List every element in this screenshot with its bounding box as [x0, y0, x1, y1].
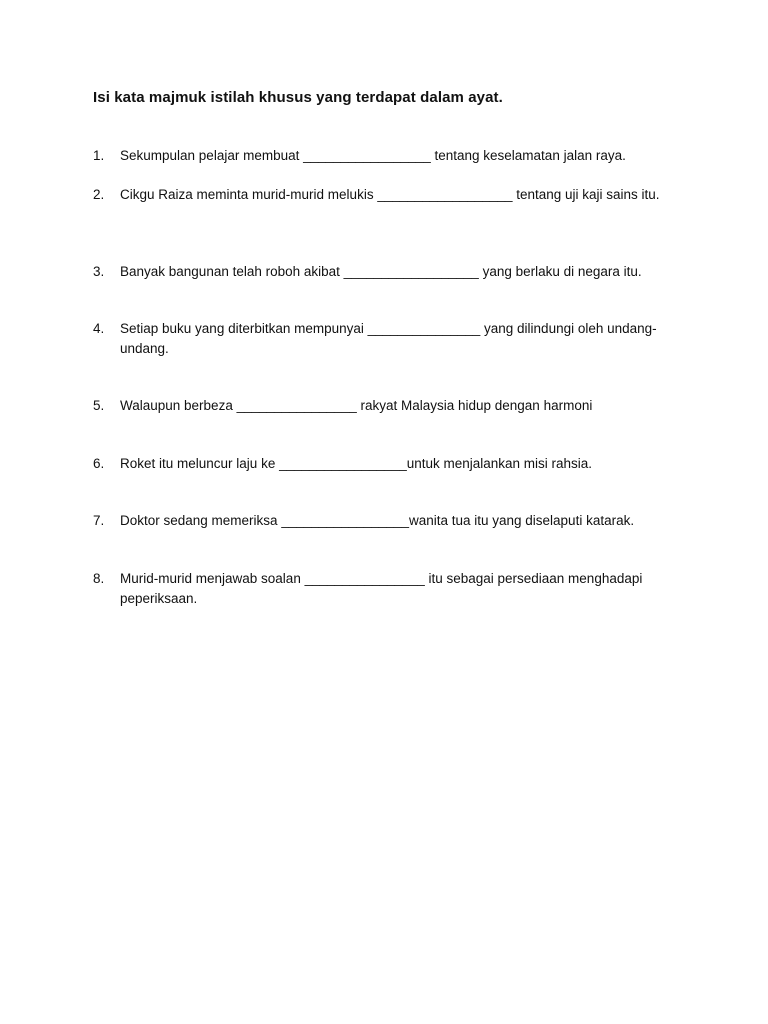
question-item-1: [93, 146, 673, 166]
question-number: 4.: [93, 321, 105, 336]
question-number: 5.: [93, 398, 105, 413]
question-number: 1.: [93, 148, 105, 163]
question-item-5: [93, 396, 673, 416]
question-text: Cikgu Raiza meminta murid-murid melukis __________________ tentang uji kaji sains itu.: [120, 187, 660, 202]
question-number: 7.: [93, 513, 105, 528]
question-item-8: [93, 569, 673, 609]
question-text: Sekumpulan pelajar membuat _________________ tentang keselamatan jalan raya.: [120, 148, 626, 163]
worksheet-title: Isi kata majmuk istilah khusus yang terdapat dalam ayat.: [93, 89, 503, 106]
question-text: Walaupun berbeza ________________ rakyat Malaysia hidup dengan harmoni: [120, 398, 593, 413]
question-item-4: [93, 319, 673, 359]
question-item-7: [93, 511, 673, 531]
question-text: Murid-murid menjawab soalan ________________ itu sebagai persediaan menghadapi peperiksaan.: [120, 571, 647, 606]
question-text: Doktor sedang memeriksa _________________wanita tua itu yang diselaputi katarak.: [120, 513, 635, 528]
question-text: Banyak bangunan telah roboh akibat __________________ yang berlaku di negara itu.: [120, 264, 642, 279]
question-number: 8.: [93, 571, 105, 586]
question-number: 6.: [93, 456, 105, 471]
question-item-6: [93, 454, 673, 474]
question-number: 3.: [93, 264, 105, 279]
question-number: 2.: [93, 187, 105, 202]
question-item-2: [93, 185, 673, 205]
question-text: Roket itu meluncur laju ke _________________untuk menjalankan misi rahsia.: [120, 456, 593, 471]
question-text: Setiap buku yang diterbitkan mempunyai _______________ yang dilindungi oleh undang-undang.: [120, 321, 657, 356]
question-item-3: [93, 262, 673, 282]
